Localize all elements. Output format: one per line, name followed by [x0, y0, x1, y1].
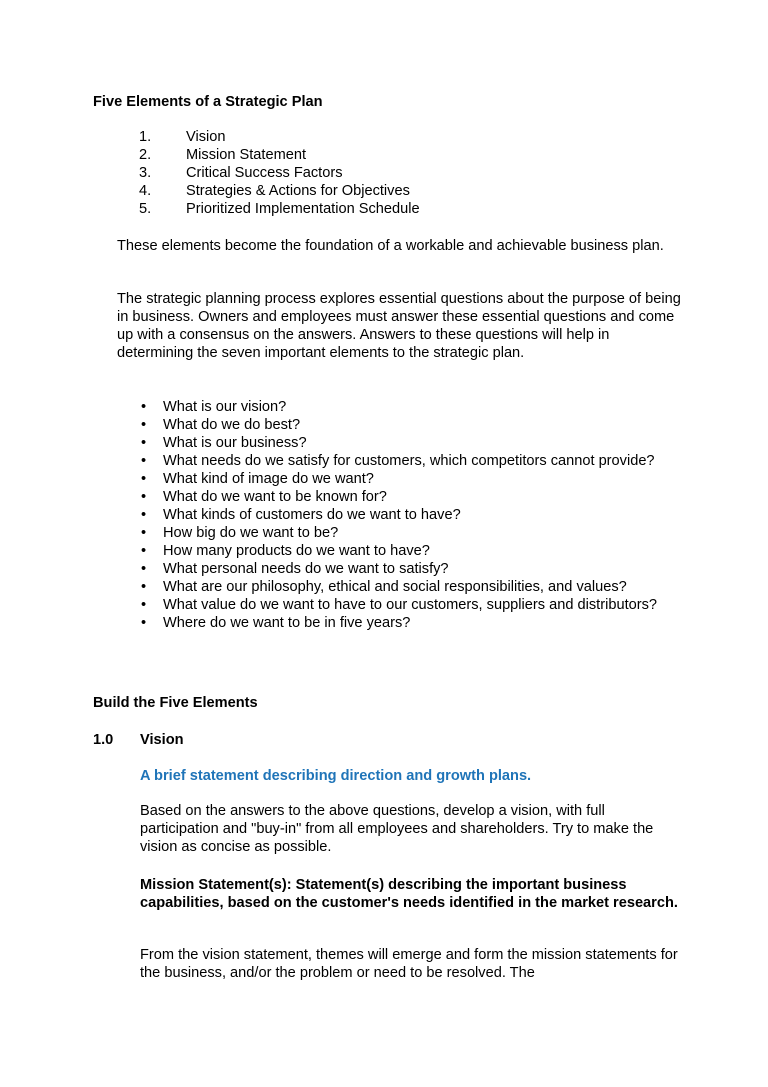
question-text: What value do we want to have to our customers, suppliers and distributors? — [163, 597, 658, 613]
bullet-icon: • — [141, 417, 147, 433]
question-text: What do we do best? — [163, 417, 301, 433]
question-item — [141, 506, 681, 524]
question-item — [141, 524, 681, 542]
mission-paragraph: From the vision statement, themes will emerge and form the mission statements for the business, and/or the problem or need to be resolved. The — [140, 947, 678, 981]
question-item — [141, 488, 681, 506]
question-item — [141, 452, 681, 470]
question-text: What kind of image do we want? — [163, 471, 374, 487]
question-text: How big do we want to be? — [163, 525, 339, 541]
mission-heading: Mission Statement(s): Statement(s) describing the important business capabilities, based on the customer's needs identified in the market research. — [140, 877, 678, 911]
question-item — [141, 560, 681, 578]
question-text: What personal needs do we want to satisfy? — [163, 561, 449, 577]
bullet-icon: • — [141, 543, 147, 559]
bullet-icon: • — [141, 507, 147, 523]
question-text: How many products do we want to have? — [163, 543, 430, 559]
question-item — [141, 542, 681, 560]
bullet-icon: • — [141, 597, 147, 613]
list-number: 5. — [139, 201, 152, 217]
question-text: What are our philosophy, ethical and social responsibilities, and values? — [163, 579, 627, 595]
question-text: Where do we want to be in five years? — [163, 615, 411, 631]
process-paragraph: The strategic planning process explores essential questions about the purpose of being in business. Owners and employees must answer these essential questions and come up with a consensus on the answers. Answers to these questions will help in determining the seven important elements to the strategic plan. — [117, 291, 681, 361]
question-text: What do we want to be known for? — [163, 489, 387, 505]
question-item — [141, 398, 681, 416]
question-item — [141, 416, 681, 434]
list-item — [139, 164, 420, 182]
list-item — [139, 128, 420, 146]
question-item — [141, 470, 681, 488]
bullet-icon: • — [141, 453, 147, 469]
section-title: Vision — [140, 732, 184, 748]
list-item — [139, 182, 420, 200]
bullet-icon: • — [141, 615, 147, 631]
section-number: 1.0 — [93, 732, 114, 748]
intro-paragraph: These elements become the foundation of a workable and achievable business plan. — [117, 238, 664, 254]
list-label: Prioritized Implementation Schedule — [186, 201, 420, 217]
list-number: 2. — [139, 147, 152, 163]
question-text: What needs do we satisfy for customers, which competitors cannot provide? — [163, 453, 655, 469]
bullet-icon: • — [141, 399, 147, 415]
bullet-icon: • — [141, 579, 147, 595]
list-item — [139, 146, 420, 164]
question-item — [141, 596, 681, 614]
section-subtitle: A brief statement describing direction and growth plans. — [140, 768, 532, 784]
questions-list — [141, 398, 681, 632]
question-item — [141, 434, 681, 452]
list-label: Strategies & Actions for Objectives — [186, 183, 410, 199]
question-item — [141, 614, 681, 632]
page-title: Five Elements of a Strategic Plan — [93, 94, 323, 110]
question-text: What is our business? — [163, 435, 307, 451]
list-label: Vision — [186, 129, 226, 145]
list-item — [139, 200, 420, 218]
bullet-icon: • — [141, 471, 147, 487]
bullet-icon: • — [141, 561, 147, 577]
list-label: Mission Statement — [186, 147, 307, 163]
list-label: Critical Success Factors — [186, 165, 343, 181]
bullet-icon: • — [141, 435, 147, 451]
bullet-icon: • — [141, 525, 147, 541]
question-text: What is our vision? — [163, 399, 287, 415]
list-number: 3. — [139, 165, 152, 181]
build-heading: Build the Five Elements — [93, 695, 258, 711]
vision-paragraph: Based on the answers to the above questions, develop a vision, with full participation and "buy-in" from all employees and shareholders. Try to make the vision as concise as possible. — [140, 803, 654, 855]
elements-list — [139, 128, 420, 218]
list-number: 4. — [139, 183, 152, 199]
list-number: 1. — [139, 129, 152, 145]
bullet-icon: • — [141, 489, 147, 505]
question-item — [141, 578, 681, 596]
question-text: What kinds of customers do we want to have? — [163, 507, 461, 523]
